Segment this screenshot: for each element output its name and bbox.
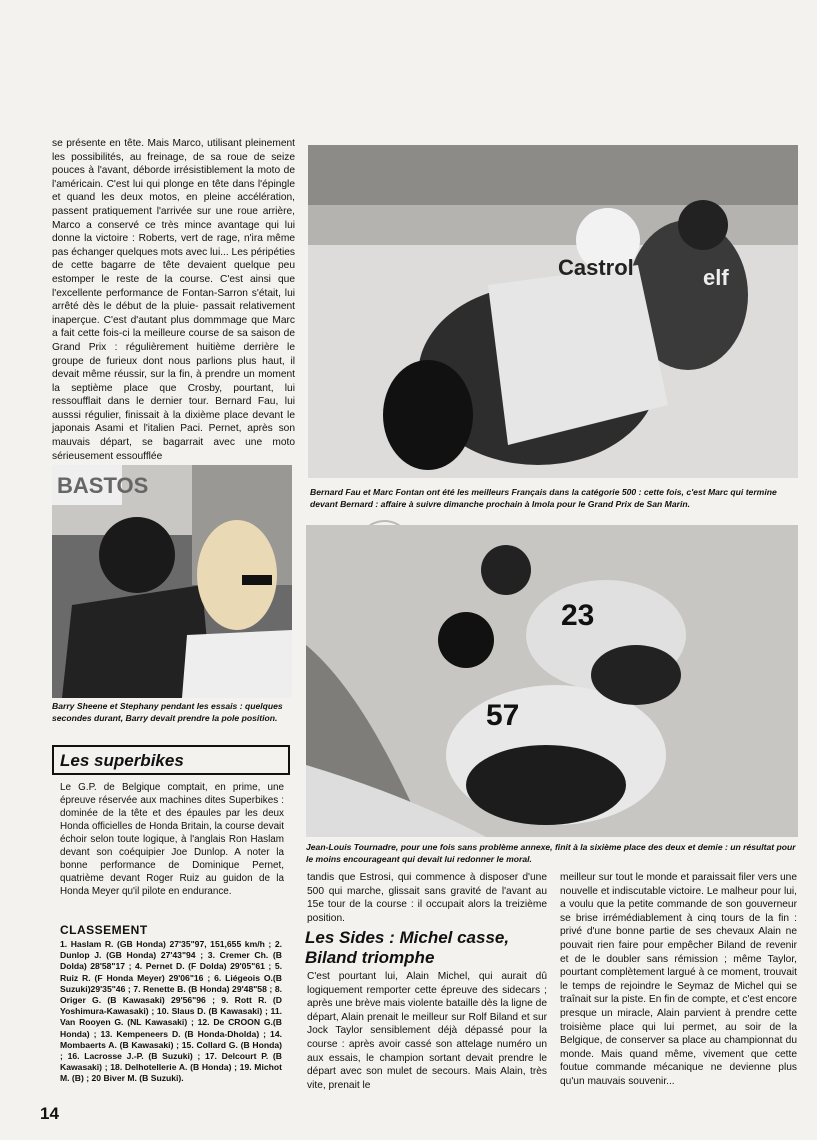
classement-title: CLASSEMENT — [60, 923, 148, 937]
article-text-col1: se présente en tête. Mais Marco, utilisant pleinement les possibilités, au freinage, de sa roue de seize pouces à l'avant, déborde irrésistiblement la moto de l'américain. C'est lui qui plonge en tête dans l'épingle et quand les deux motos, en pleine accélération, passent pratiquement l'arrivée sur une roue arrière, Marco a conservé ce très mince avantage qui lui donne la victoire : Roberts, vert de rage, n'ira même pas échanger quelques mots avec lui... Les péripéties de cette bagarre de tête devaient quelque peu estomper le reste de la course. C'est ainsi que l'excellente performance de Fontan-Sarron s'était, lui arrêté dès le début de la pluie- passait relativement inaperçue. C'est d'autant plus dommmage que Marc a fait cette fois-ci la meilleure course de sa saison de Grand Prix : régulièrement huitième derrière le groupe de furieux dont nous parlions plus haut, il devait même réussir, sur la fin, à prendre un moment la septième place que Crosby, pourtant, lui ressoufflait dans le dernier tour. Bernard Fau, lui ausssi régulier, finissait à la dixième place devant le japonais Asami et l'italien Paci. Pernet, après son mauvais départ, se bagarrait avec une moto sérieusement essoufflée — [52, 138, 295, 462]
page-number: 14 — [40, 1104, 59, 1123]
photo-left-caption: Barry Sheene et Stephany pendant les essais : quelques secondes durant, Barry devait prendre la pole position. — [52, 701, 283, 723]
classement-results: 1. Haslam R. (GB Honda) 27'35"97, 151,655 km/h ; 2. Dunlop J. (GB Honda) 27'43"94 ; 3. Cremer Ch. (B Dolda) 28'58"17 ; 4. Pernet D. (F Dolda) 29'05"61 ; 5. Ruiz R. (F Honda Meyer) 29'06"16 ; 6. Liégeois O.(B Suzuki)29'35"46 ; 7. Renette B. (B Honda) 29'48"58 ; 8. Origer G. (B Kawasaki) 29'56"96 ; 9. Rott R. (D Yoshimura-Kawasaki) ; 10. Slaus D. (B Kawasaki) ; 11. Van Rooyen G. (NL Kawasaki) ; 12. De CROON G.(B Honda) ; 13. Kempeneers D. (B Honda-Dholda) ; 14. Mombaerts A. (B Kawasaki) ; 15. Collard G. (B Honda) ; 16. Lacrosse J.-P. (B Suzuki) ; 17. Delcourt P. (B Kawasaki) ; 18. Delhotellerie A. (B Honda) ; 19. Michot M. (B) ; 20 Biver M. (B Suzuki). — [60, 939, 282, 1084]
sides-text: C'est pourtant lui, Alain Michel, qui aurait dû logiquement remporter cette épreuve des sidecars ; après une brève mais violente bataille dès la ligne de départ, Alain prenait le meilleur sur Rolf Biland et sur Jock Taylor sensiblement déjà dépassé pour la course : après avoir cassé son attelage numéro un aux essais, le champion sortant devait prendre le départ avec son mulet de secours. Mais Alain, très vite, prenait le — [307, 971, 547, 1091]
superbikes-heading-box — [52, 745, 290, 775]
sides-heading-line2: Biland triomphe — [305, 948, 435, 967]
article-text-col2-top: tandis que Estrosi, qui commence à disposer d'une 500 qui marche, glissait sans gravité de l'avant au 15e tour de la course : il occupait alors la treizième position. — [307, 872, 547, 924]
photo-bottom-caption: Jean-Louis Tournadre, pour une fois sans problème annexe, finit à la sixième place des deux et demie : un résultat pour le moins encourageant qui devait lui redonner le moral. — [306, 842, 796, 864]
article-text-col3: meilleur sur tout le monde et paraissait filer vers une nouvelle et indiscutable victoire. Le malheur pour lui, a voulu que la petite commande de son gouverneur se brise irrémédiablement à cinq tours de la fin : privé d'une bonne partie de ses chevaux Alain ne pouvait rien faire pour empêcher Biland de revenir et de le doubler sans rémission ; même Taylor, pourtant complètement largué à ce moment, trouvait le temps de rejoindre le Seymaz de Michel qui se traînait sur la piste. En fin de compte, et c'est encore presque un miracle, Alain parvient à prendre cette troisième place qui lui permet, au soir de la Belgique, de conserver sa place au championnat du monde. Mais quand même, vivement que cette foutue commande mécanique ne devienne plus qu'un mauvais souvenir... — [560, 872, 797, 1087]
photo-top-caption: Bernard Fau et Marc Fontan ont été les meilleurs Français dans la catégorie 500 : cette fois, c'est Marc qui termine devant Bernard : affaire à suivre dimanche prochain à Imola pour le Grand Prix de San Marin. — [310, 487, 777, 509]
sides-heading-line1: Les Sides : Michel casse, — [305, 928, 510, 947]
race-number-23: 23 — [561, 599, 595, 632]
superbikes-box — [52, 745, 290, 1115]
superbikes-heading: Les superbikes — [60, 751, 184, 770]
bastos-sign: BASTOS — [57, 473, 149, 498]
castrol-logo: Castrol — [558, 255, 634, 280]
superbikes-text: Le G.P. de Belgique comptait, en prime, une épreuve réservée aux machines dites Superbikes : dominée de la tête et des épaules par les deux Honda officielles de Honda Britain, la course devait échoir selon toute logique, à l'anglais Ron Haslam devant son coéquipier Joe Dunlop. A noter la bonne performance de Dominique Pernet, quatrième devant Roger Ruiz au guidon de la Honda Meyer qu'il pilote en endurance. — [60, 782, 284, 897]
race-number-57: 57 — [486, 699, 520, 732]
photo-barry-sheene — [52, 465, 292, 698]
photo-tournadre — [306, 525, 798, 837]
sides-heading — [305, 928, 550, 968]
photo-riders-fau-fontan — [308, 145, 798, 478]
elf-logo: elf — [703, 265, 729, 290]
